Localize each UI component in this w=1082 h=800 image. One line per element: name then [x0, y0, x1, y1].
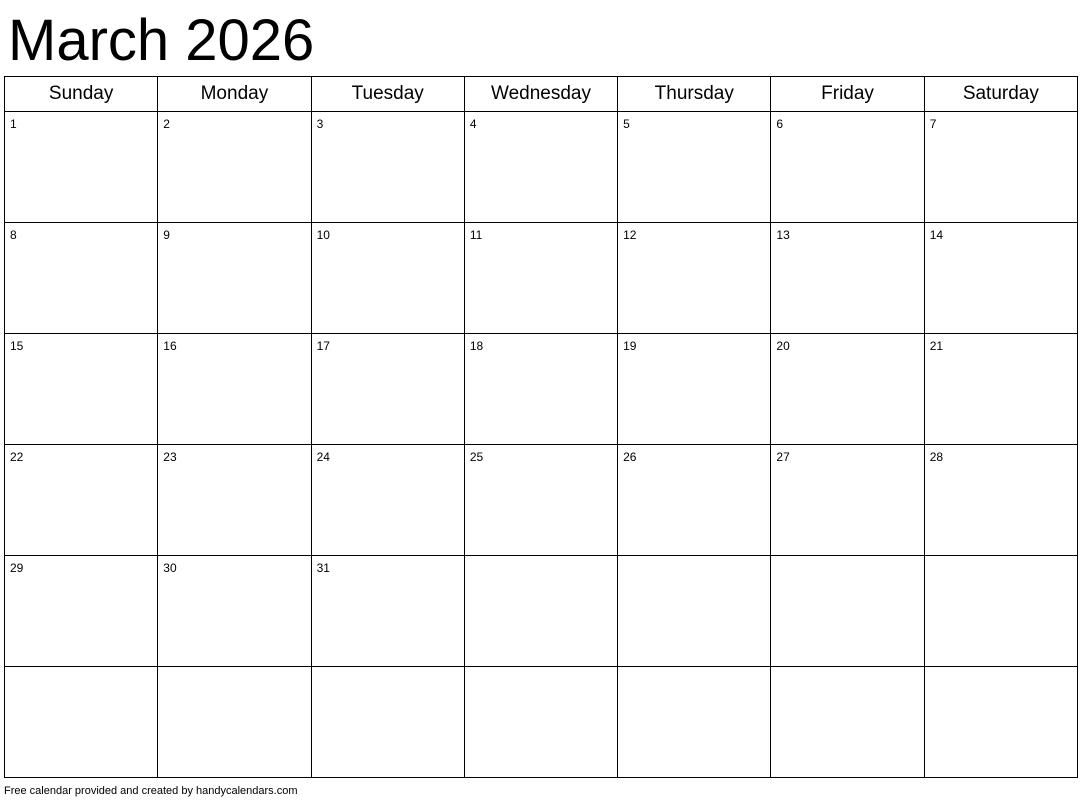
calendar-week-row — [5, 445, 1078, 556]
day-number: 19 — [623, 339, 637, 353]
day-number: 5 — [623, 117, 630, 131]
day-number: 15 — [10, 339, 24, 353]
page-title: March 2026 — [8, 8, 315, 73]
day-cell[interactable] — [5, 334, 158, 445]
day-number — [5, 667, 157, 673]
day-cell[interactable] — [464, 223, 617, 334]
day-number — [465, 556, 617, 562]
day-number — [618, 556, 770, 562]
day-cell[interactable] — [771, 445, 924, 556]
day-cell[interactable] — [311, 556, 464, 667]
day-cell[interactable] — [618, 223, 771, 334]
day-number: 25 — [469, 450, 484, 464]
calendar-table — [4, 76, 1078, 778]
day-cell[interactable] — [311, 667, 464, 778]
day-cell[interactable] — [5, 112, 158, 223]
day-number — [465, 667, 617, 673]
day-cell[interactable] — [464, 556, 617, 667]
weekday-header-saturday: Saturday — [924, 77, 1077, 112]
footer-credit: Free calendar provided and created by handycalendars.com — [4, 784, 298, 797]
day-number: 10 — [316, 228, 330, 242]
day-number — [771, 667, 923, 673]
day-cell[interactable] — [618, 112, 771, 223]
day-number: 21 — [929, 339, 944, 353]
calendar-week-row — [5, 667, 1078, 778]
day-cell[interactable] — [5, 445, 158, 556]
weekday-header-monday: Monday — [158, 77, 311, 112]
day-number: 4 — [469, 117, 477, 131]
day-cell[interactable] — [924, 112, 1077, 223]
day-cell[interactable] — [618, 556, 771, 667]
day-cell[interactable] — [311, 334, 464, 445]
calendar-header-row — [5, 77, 1078, 112]
calendar-week-row — [5, 334, 1078, 445]
day-number: 12 — [623, 228, 637, 242]
day-number — [158, 667, 310, 673]
calendar-week-row — [5, 223, 1078, 334]
weekday-header-sunday: Sunday — [5, 77, 158, 112]
day-number: 22 — [10, 450, 24, 464]
day-cell[interactable] — [311, 112, 464, 223]
day-cell[interactable] — [924, 667, 1077, 778]
day-number: 9 — [163, 228, 170, 242]
weekday-header-thursday: Thursday — [618, 77, 771, 112]
day-number: 27 — [776, 450, 790, 464]
day-cell[interactable] — [158, 223, 311, 334]
day-cell[interactable] — [311, 223, 464, 334]
day-cell[interactable] — [618, 445, 771, 556]
day-cell[interactable] — [5, 667, 158, 778]
day-cell[interactable] — [618, 667, 771, 778]
day-cell[interactable] — [5, 223, 158, 334]
calendar-body — [5, 112, 1078, 778]
day-cell[interactable] — [771, 223, 924, 334]
day-number — [312, 667, 464, 673]
day-number: 17 — [316, 339, 330, 353]
day-cell[interactable] — [771, 334, 924, 445]
day-number: 28 — [929, 450, 944, 464]
day-cell[interactable] — [158, 556, 311, 667]
day-number: 16 — [163, 339, 177, 353]
day-number: 29 — [10, 561, 24, 575]
day-cell[interactable] — [924, 445, 1077, 556]
day-cell[interactable] — [464, 334, 617, 445]
day-number: 13 — [776, 228, 790, 242]
day-cell[interactable] — [464, 445, 617, 556]
day-number: 1 — [10, 117, 17, 131]
day-number: 30 — [163, 561, 177, 575]
day-cell[interactable] — [158, 334, 311, 445]
day-number: 23 — [163, 450, 177, 464]
day-number — [925, 556, 1077, 562]
calendar-week-row — [5, 556, 1078, 667]
day-cell[interactable] — [5, 556, 158, 667]
weekday-header-wednesday: Wednesday — [464, 77, 617, 112]
day-number — [771, 556, 923, 562]
day-cell[interactable] — [464, 667, 617, 778]
day-cell[interactable] — [311, 445, 464, 556]
day-number: 18 — [469, 339, 484, 353]
day-cell[interactable] — [924, 223, 1077, 334]
day-number: 6 — [776, 117, 784, 131]
day-number: 11 — [469, 228, 483, 242]
day-cell[interactable] — [464, 112, 617, 223]
weekday-header-friday: Friday — [771, 77, 924, 112]
day-number — [925, 667, 1077, 673]
day-number: 8 — [10, 228, 17, 242]
day-cell[interactable] — [924, 334, 1077, 445]
day-cell[interactable] — [771, 556, 924, 667]
day-cell[interactable] — [924, 556, 1077, 667]
day-number: 20 — [776, 339, 790, 353]
day-number: 7 — [929, 117, 937, 131]
day-cell[interactable] — [771, 667, 924, 778]
day-number: 31 — [316, 561, 330, 575]
calendar-week-row — [5, 112, 1078, 223]
day-cell[interactable] — [158, 445, 311, 556]
day-number: 2 — [163, 117, 170, 131]
day-number: 26 — [623, 450, 637, 464]
day-number — [618, 667, 770, 673]
day-cell[interactable] — [158, 667, 311, 778]
day-number: 3 — [316, 117, 324, 131]
weekday-header-tuesday: Tuesday — [311, 77, 464, 112]
day-cell[interactable] — [618, 334, 771, 445]
day-number: 14 — [929, 228, 944, 242]
day-cell[interactable] — [771, 112, 924, 223]
day-number: 24 — [316, 450, 330, 464]
day-cell[interactable] — [158, 112, 311, 223]
